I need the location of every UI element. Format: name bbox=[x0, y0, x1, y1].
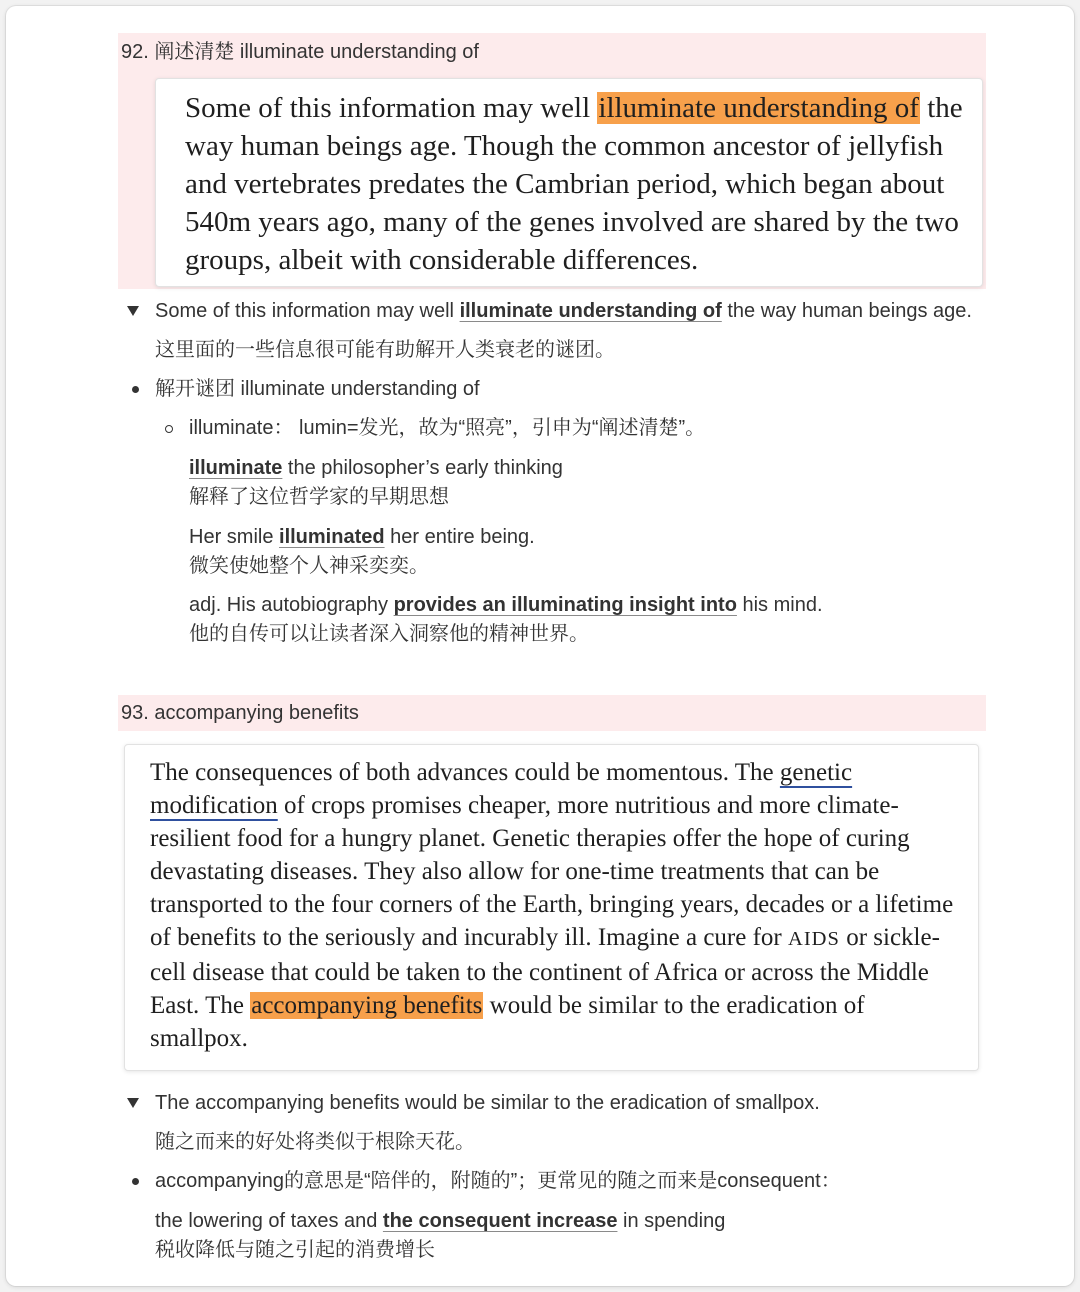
linked-term[interactable]: modification bbox=[150, 792, 278, 819]
highlighted-phrase: accompanying benefits bbox=[251, 992, 483, 1019]
sentence-text: adj. His autobiography bbox=[189, 594, 394, 616]
toggle-triangle-icon[interactable] bbox=[127, 306, 139, 316]
excerpt-line: way human beings age. Though the common ancestor of jellyfish bbox=[185, 130, 944, 162]
bullet-text: accompanying的意思是“陪伴的，附随的”；更常见的随之而来是consequent： bbox=[155, 1170, 841, 1192]
sentence-text: in spending bbox=[617, 1210, 726, 1232]
example-translation: 解释了这位哲学家的早期思想 bbox=[189, 486, 449, 508]
example-translation: 税收降低与随之引起的消费增长 bbox=[155, 1239, 435, 1261]
excerpt-text: of benefits to the seriously and incurably ill. Imagine a cure for bbox=[150, 924, 788, 951]
toggle-translation: 随之而来的好处将类似于根除天花。 bbox=[155, 1131, 475, 1153]
example-sentence bbox=[189, 456, 563, 480]
sentence-text: Some of this information may well bbox=[155, 300, 460, 322]
key-phrase: the consequent increase bbox=[382, 1210, 618, 1232]
article-excerpt bbox=[155, 78, 983, 287]
excerpt-text: East. The bbox=[150, 992, 251, 1019]
excerpt-line: transported to the four corners of the Earth, bringing years, decades or a lifetime bbox=[150, 891, 954, 918]
excerpt-line: cell disease that could be taken to the continent of Africa or across the Middle bbox=[150, 959, 929, 986]
bullet-dot-icon bbox=[132, 386, 139, 393]
example-sentence bbox=[189, 593, 823, 617]
toggle-sentence: The accompanying benefits would be similar to the eradication of smallpox. bbox=[155, 1092, 820, 1114]
excerpt-line: devastating diseases. They also allow for one-time treatments that can be bbox=[150, 858, 880, 885]
sentence-text: the philosopher’s early thinking bbox=[282, 457, 563, 479]
key-phrase: illuminate bbox=[189, 457, 283, 479]
excerpt-text: or sickle- bbox=[839, 924, 940, 951]
key-phrase: illuminated bbox=[279, 526, 385, 548]
toggle-triangle-icon[interactable] bbox=[127, 1098, 139, 1108]
linked-term[interactable]: genetic bbox=[779, 759, 853, 786]
bullet-circle-icon bbox=[165, 425, 173, 433]
example-translation: 他的自传可以让读者深入洞察他的精神世界。 bbox=[189, 623, 589, 645]
excerpt-line bbox=[185, 89, 982, 127]
bullet-text: 解开谜团 illuminate understanding of bbox=[155, 378, 480, 400]
key-phrase: illuminate understanding of bbox=[459, 300, 722, 322]
sub-bullet-text: illuminate： lumin=发光，故为“照亮”，引申为“阐述清楚”。 bbox=[189, 417, 706, 439]
sentence-text: her entire being. bbox=[384, 526, 535, 548]
example-translation: 微笑使她整个人神采奕奕。 bbox=[189, 555, 429, 577]
toggle-sentence bbox=[155, 299, 972, 323]
excerpt-line bbox=[150, 989, 978, 1022]
bullet-dot-icon bbox=[132, 1178, 139, 1185]
highlighted-phrase: illuminate understanding of bbox=[598, 92, 919, 124]
excerpt-line bbox=[150, 756, 978, 789]
excerpt-text: of crops promises cheaper, more nutritious and more climate- bbox=[277, 792, 899, 819]
excerpt-line bbox=[150, 921, 978, 956]
excerpt-text: would be similar to the eradication of bbox=[483, 992, 865, 1019]
example-sentence bbox=[155, 1209, 725, 1233]
example-sentence bbox=[189, 525, 535, 549]
sentence-text: Her smile bbox=[189, 526, 280, 548]
toggle-translation: 这里面的一些信息很可能有助解开人类衰老的谜团。 bbox=[155, 339, 615, 361]
sentence-text: the way human beings age. bbox=[721, 300, 972, 322]
excerpt-text: Some of this information may well bbox=[185, 92, 598, 124]
excerpt-line: resilient food for a hungry planet. Genetic therapies offer the hope of curing bbox=[150, 825, 910, 852]
article-excerpt bbox=[124, 744, 979, 1071]
excerpt-line bbox=[150, 789, 978, 822]
excerpt-text: The consequences of both advances could be momentous. The bbox=[150, 759, 780, 786]
entry-heading: 93. accompanying benefits bbox=[121, 702, 359, 724]
excerpt-line: 540m years ago, many of the genes involved are shared by the two bbox=[185, 206, 959, 238]
excerpt-line: and vertebrates predates the Cambrian period, which began about bbox=[185, 168, 945, 200]
excerpt-line: groups, albeit with considerable differences. bbox=[185, 244, 699, 276]
excerpt-text: the bbox=[919, 92, 963, 124]
key-phrase: provides an illuminating insight into bbox=[393, 594, 737, 616]
sentence-text: the lowering of taxes and bbox=[155, 1210, 383, 1232]
sentence-text: his mind. bbox=[736, 594, 823, 616]
entry-heading: 92. 阐述清楚 illuminate understanding of bbox=[121, 41, 479, 63]
excerpt-line: smallpox. bbox=[150, 1025, 248, 1052]
small-caps-abbreviation: AIDS bbox=[788, 928, 840, 950]
entry-heading-callout bbox=[118, 695, 986, 731]
